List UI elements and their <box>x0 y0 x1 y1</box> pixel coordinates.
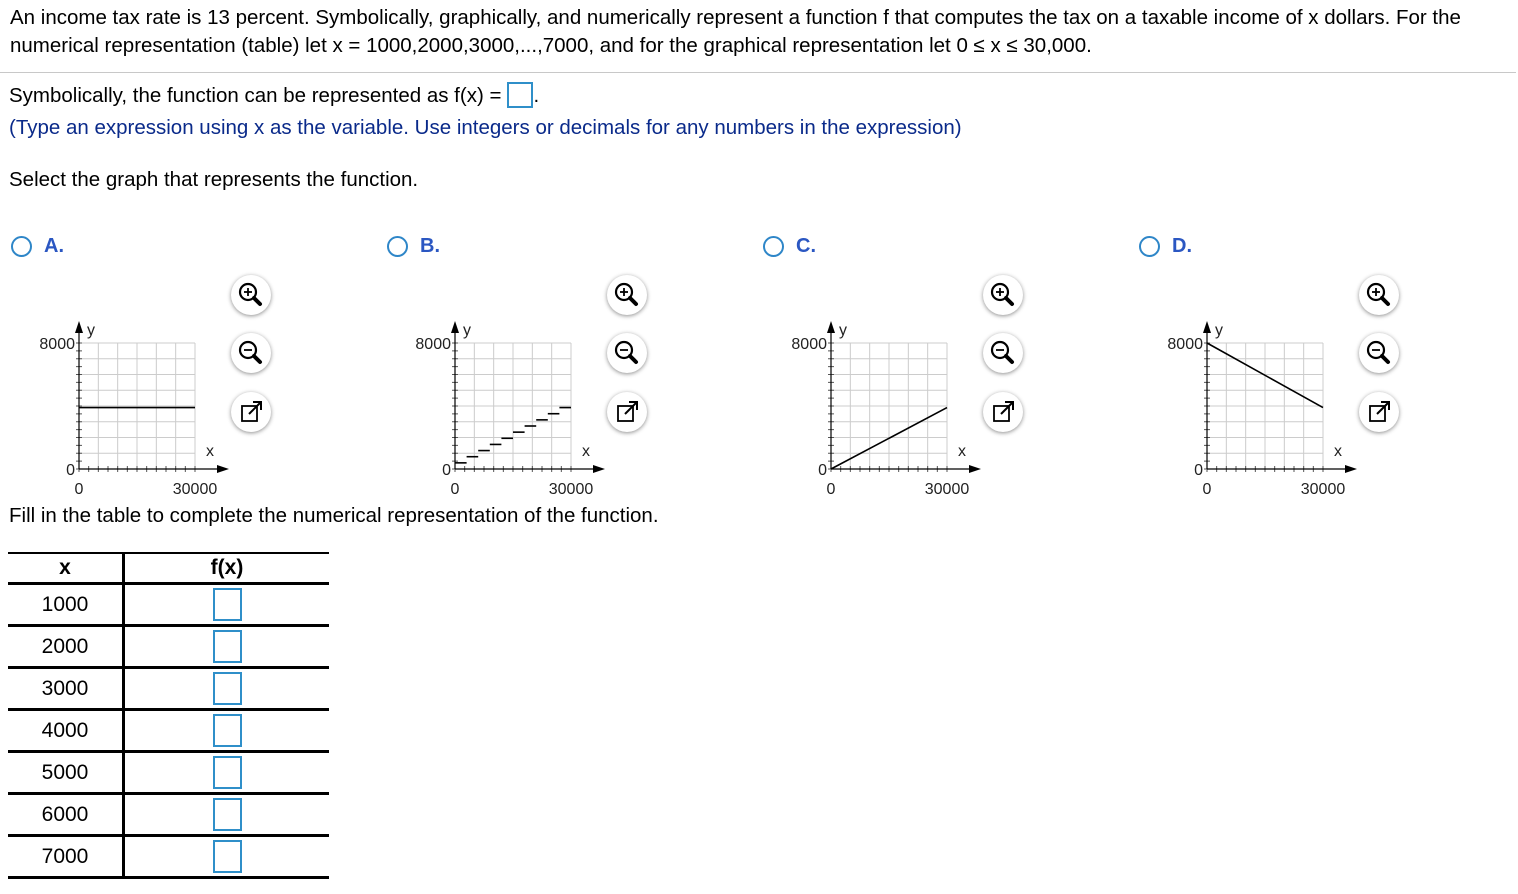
x-axis-arrow <box>593 465 605 473</box>
option-b[interactable] <box>386 232 766 498</box>
y-axis-label: y <box>463 322 471 339</box>
y-axis-arrow <box>827 321 835 333</box>
x-tick-label-max: 30000 <box>924 481 970 498</box>
table-cell-fx <box>124 794 330 836</box>
option-radio[interactable] <box>1139 236 1160 257</box>
y-axis-label: y <box>1215 322 1223 339</box>
zoom-out-button[interactable] <box>1359 333 1399 373</box>
zoom-in-icon <box>231 275 271 315</box>
option-c[interactable] <box>762 232 1142 498</box>
zoom-out-icon <box>1359 333 1399 373</box>
table-cell-x: 7000 <box>8 836 124 878</box>
table-header-fx: f(x) <box>124 553 330 584</box>
table-row <box>8 584 329 626</box>
expand-icon <box>1359 392 1399 432</box>
graph-a <box>10 270 240 498</box>
table-row <box>8 668 329 710</box>
option-radio[interactable] <box>11 236 32 257</box>
zoom-out-icon <box>983 333 1023 373</box>
table-cell-x: 5000 <box>8 752 124 794</box>
table-cell-x: 6000 <box>8 794 124 836</box>
table-row <box>8 836 329 878</box>
zoom-in-button[interactable] <box>1359 275 1399 315</box>
x-tick-label-zero: 0 <box>74 481 84 498</box>
table-cell-x: 1000 <box>8 584 124 626</box>
option-letter: D. <box>1172 235 1192 257</box>
zoom-in-icon <box>983 275 1023 315</box>
table-cell-fx <box>124 752 330 794</box>
y-axis-arrow <box>1203 321 1211 333</box>
zoom-in-button[interactable] <box>607 275 647 315</box>
select-graph-text: Select the graph that represents the function. <box>9 168 419 191</box>
option-letter: B. <box>420 235 440 257</box>
y-tick-label-zero: 0 <box>66 462 75 479</box>
symbolic-answer-input[interactable] <box>507 82 533 108</box>
zoom-in-button[interactable] <box>231 275 271 315</box>
expand-button[interactable] <box>983 392 1023 432</box>
option-a[interactable] <box>10 232 390 498</box>
table-row <box>8 794 329 836</box>
x-axis-label: x <box>206 443 214 460</box>
fill-table-text: Fill in the table to complete the numerical representation of the function. <box>9 504 659 527</box>
expand-icon <box>983 392 1023 432</box>
fx-answer-input[interactable] <box>213 840 242 873</box>
fx-answer-input[interactable] <box>213 588 242 621</box>
expand-button[interactable] <box>231 392 271 432</box>
table-row <box>8 710 329 752</box>
instruction-text: (Type an expression using x as the variable. Use integers or decimals for any numbers in the expression) <box>9 116 962 139</box>
table-cell-x: 3000 <box>8 668 124 710</box>
symbolic-label: Symbolically, the function can be represented as f(x) = <box>9 84 502 107</box>
table-cell-x: 2000 <box>8 626 124 668</box>
zoom-in-button[interactable] <box>983 275 1023 315</box>
x-tick-label-zero: 0 <box>826 481 836 498</box>
y-axis-arrow <box>451 321 459 333</box>
y-tick-label-zero: 0 <box>442 462 451 479</box>
table-cell-x: 4000 <box>8 710 124 752</box>
zoom-in-icon <box>1359 275 1399 315</box>
y-tick-label-zero: 0 <box>1194 462 1203 479</box>
x-axis-label: x <box>1334 443 1342 460</box>
y-axis-label: y <box>839 322 847 339</box>
graph-d <box>1138 270 1368 498</box>
option-radio[interactable] <box>387 236 408 257</box>
zoom-out-button[interactable] <box>231 333 271 373</box>
function-table <box>8 552 329 879</box>
y-tick-label-zero: 0 <box>818 462 827 479</box>
x-tick-label-max: 30000 <box>1300 481 1346 498</box>
fx-answer-input[interactable] <box>213 756 242 789</box>
graph-c <box>762 270 992 498</box>
option-letter: C. <box>796 235 816 257</box>
table-cell-fx <box>124 710 330 752</box>
zoom-out-button[interactable] <box>983 333 1023 373</box>
fx-answer-input[interactable] <box>213 798 242 831</box>
question-prompt: An income tax rate is 13 percent. Symbolically, graphically, and numerically represent a function f that computes the tax on a taxable income of x dollars. For the numerical representation (table) let x = 1000,2000,3000,...,7000, and for the graphical representation let 0 ≤ x ≤ 30,000. <box>10 6 1461 57</box>
y-tick-label-max: 8000 <box>39 336 75 353</box>
x-tick-label-max: 30000 <box>172 481 218 498</box>
x-axis-arrow <box>969 465 981 473</box>
divider <box>0 72 1516 73</box>
x-tick-label-zero: 0 <box>1202 481 1212 498</box>
fx-answer-input[interactable] <box>213 630 242 663</box>
zoom-out-button[interactable] <box>607 333 647 373</box>
expand-icon <box>607 392 647 432</box>
zoom-out-icon <box>607 333 647 373</box>
table-cell-fx <box>124 626 330 668</box>
table-header-x: x <box>8 553 124 584</box>
symbolic-period: . <box>533 84 540 107</box>
zoom-in-icon <box>607 275 647 315</box>
fx-answer-input[interactable] <box>213 714 242 747</box>
x-tick-label-zero: 0 <box>450 481 460 498</box>
y-tick-label-max: 8000 <box>415 336 451 353</box>
y-axis-label: y <box>87 322 95 339</box>
y-tick-label-max: 8000 <box>791 336 827 353</box>
table-cell-fx <box>124 584 330 626</box>
expand-button[interactable] <box>607 392 647 432</box>
x-tick-label-max: 30000 <box>548 481 594 498</box>
expand-icon <box>231 392 271 432</box>
y-tick-label-max: 8000 <box>1167 336 1203 353</box>
table-cell-fx <box>124 836 330 878</box>
option-d[interactable] <box>1138 232 1518 498</box>
table-row <box>8 626 329 668</box>
table-row <box>8 752 329 794</box>
x-axis-arrow <box>217 465 229 473</box>
table-header-row <box>8 553 329 584</box>
symbolic-line <box>9 82 539 109</box>
expand-button[interactable] <box>1359 392 1399 432</box>
option-radio[interactable] <box>763 236 784 257</box>
zoom-out-icon <box>231 333 271 373</box>
table-cell-fx <box>124 668 330 710</box>
fx-answer-input[interactable] <box>213 672 242 705</box>
graph-b <box>386 270 616 498</box>
x-axis-label: x <box>582 443 590 460</box>
x-axis-label: x <box>958 443 966 460</box>
y-axis-arrow <box>75 321 83 333</box>
option-letter: A. <box>44 235 64 257</box>
x-axis-arrow <box>1345 465 1357 473</box>
